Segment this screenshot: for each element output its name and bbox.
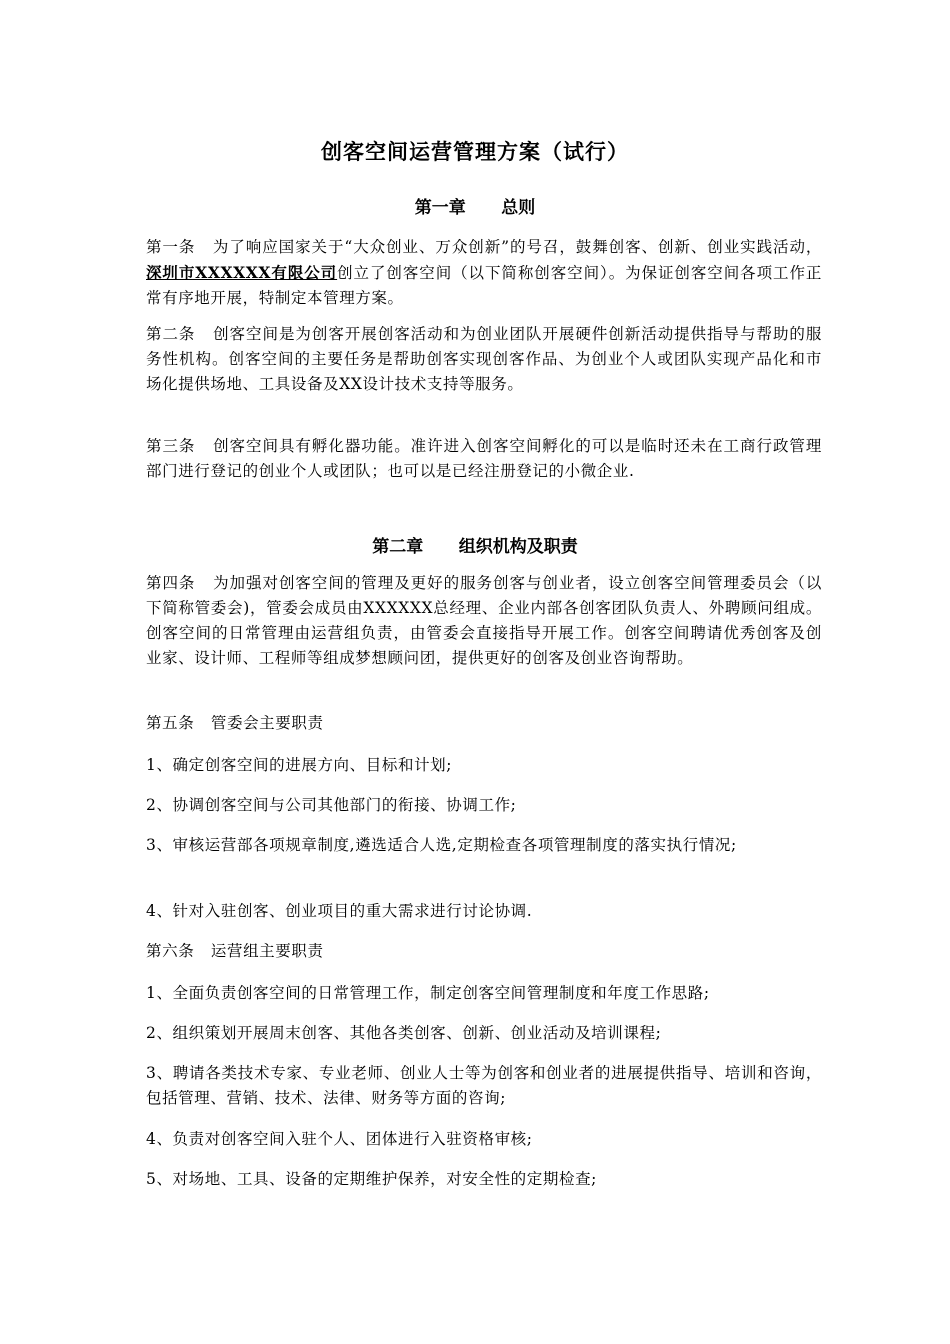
document-title: 创客空间运营管理方案（试行） (321, 140, 629, 164)
article-6-item-1: 1、全面负责创客空间的日常管理工作，制定创客空间管理制度和年度工作思路; (146, 984, 710, 1002)
article-4: 第四条 为加强对创客空间的管理及更好的服务创客与创业者，设立创客空间管理委员会（以下简称管委会)，管委会成员由XXXXXX总经理、企业内部各创客团队负责人、外聘顾问组成。创客空间的日常管理由运营组负责，由管委会直接指导开展工作。创客空间聘请优秀创客及创业家、设计师、工程师等组成梦想顾问团，提供更好的创客及创业咨询帮助。 (146, 574, 822, 667)
article-5-item-4: 4、针对入驻创客、创业项目的重大需求进行讨论协调. (146, 902, 533, 920)
article-1 (146, 235, 822, 311)
chapter-heading-2: 第二章 组织机构及职责 (372, 537, 578, 557)
article-6-item-3: 3、聘请各类技术专家、专业老师、创业人士等为创客和创业者的进展提供指导、培训和咨询，包括管理、营销、技术、法律、财务等方面的咨询; (146, 1064, 822, 1107)
article-5-item-1: 1、确定创客空间的进展方向、目标和计划; (146, 756, 453, 774)
company-name: 深圳市XXXXXX有限公司 (146, 263, 338, 282)
article-5: 第五条 管委会主要职责 (146, 714, 324, 732)
chapter-heading-1: 第一章 总则 (414, 198, 536, 218)
article-1-text-end: 创立了创客空间（以下简称创客空间）。为保证创客空间各项工作正常有序地开展，特制定本管理方案。 (146, 264, 822, 307)
article-3: 第三条 创客空间具有孵化器功能。准许进入创客空间孵化的可以是临时还未在工商行政管理部门进行登记的创业个人或团队；也可以是已经注册登记的小微企业. (146, 437, 822, 480)
article-6: 第六条 运营组主要职责 (146, 942, 324, 960)
article-6-item-5: 5、对场地、工具、设备的定期维护保养，对安全性的定期检查; (146, 1170, 597, 1188)
article-5-item-2: 2、协调创客空间与公司其他部门的衔接、协调工作; (146, 796, 517, 814)
article-6-item-2: 2、组织策划开展周末创客、其他各类创客、创新、创业活动及培训课程; (146, 1024, 662, 1042)
article-6-item-4: 4、负责对创客空间入驻个人、团体进行入驻资格审核; (146, 1130, 533, 1148)
article-1-text-start: 第一条 为了响应国家关于“大众创业、万众创新”的号召，鼓舞创客、创新、创业实践活动， (146, 238, 822, 256)
article-2: 第二条 创客空间是为创客开展创客活动和为创业团队开展硬件创新活动提供指导与帮助的服务性机构。创客空间的主要任务是帮助创客实现创客作品、为创业个人或团队实现产品化和市场化提供场地、工具设备及XX设计技术支持等服务。 (146, 325, 822, 393)
article-5-item-3: 3、审核运营部各项规章制度,遴选适合人选,定期检查各项管理制度的落实执行情况; (146, 836, 737, 854)
